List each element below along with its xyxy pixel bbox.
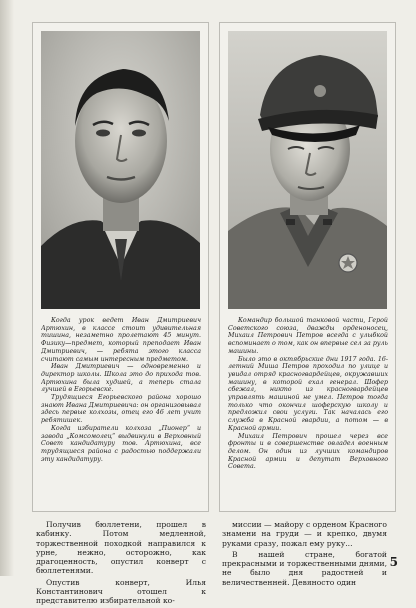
article-paragraph: Получив бюллетени, прошел в кабинку. Потом медленной, торжественной походкой направился к урне, нежно, осторожно, как драгоценность, опустил конверт с бюллетенями. (36, 520, 206, 576)
petrov-caption (228, 317, 388, 505)
artyukhin-portrait-photo (41, 31, 200, 309)
artyukhin-caption (41, 317, 201, 505)
caption-paragraph: Было это в октябрьские дни 1917 года. 16-летний Миша Петров проходил по улице и увидал отряд красногвардейцев, окружавших машину, в которой ехал генерал. Шофер сбежал, никто из красногвардейцев управлять машиной не умел. Петров тогда только что окончил шоферскую школу и предложил свои услуги. Так началась его служба в Красной гвардии, а потом — в Красной армии. (228, 355, 388, 432)
caption-paragraph: Михаил Петрович прошел через все фронты и в совершенстве овладел военным делом. Он один из лучших командиров Красной армии и депутат Верховного Совета. (228, 432, 388, 471)
right-photo-panel (219, 22, 396, 512)
page-edge-shadow (0, 0, 14, 576)
article-text-right-column (222, 520, 387, 589)
caption-paragraph: Иван Дмитриевич — одновременно и директор школы. Школа это до прихода тов. Артюхина была худшей, а теперь стала лучшей в Егорьевске. (41, 363, 201, 394)
article-text-left-column (36, 520, 206, 608)
article-paragraph: В нашей стране, богатой прекрасными и торжественными днями, не было дня радостней и величественней. Девяносто один (222, 549, 387, 587)
caption-paragraph: Командир большой танковой части, Герой Советского союза, дважды орденоносец, Михаил Петрович Петров всегда с улыбкой вспоминает о том, как он впервые сел за руль машины. (228, 317, 388, 355)
article-paragraph: Опустив конверт, Илья Константинович отошел к представителю избирательной ко- (36, 577, 206, 606)
article-paragraph: миссии — майору с орденом Красного знамени на груди — и крепко, двумя руками сразу, пожал ему руку... (222, 520, 387, 548)
caption-paragraph: Трудящиеся Егорьевского района хорошо знают Ивана Дмитриевича: он организовывал здесь первые колхозы, отец его 46 лет учит ребятишек. (41, 394, 201, 425)
left-photo-panel (32, 22, 209, 512)
caption-paragraph: Когда урок ведет Иван Дмитриевич Артюхин, в классе стоит удивительная тишина, незаметно пролетают 45 минут. Физику—предмет, который преподает Иван Дмитриевич, — ребята этого класса считают самым интересным предметом. (41, 317, 201, 363)
petrov-portrait-photo (228, 31, 387, 309)
caption-paragraph: Когда избиратели колхоза „Пионер“ и завода „Комсомолец“ выдвинули в Верховный Совет кандидатуру тов. Артюхина, все трудящиеся района с радостью поддержали эту кандидатуру. (41, 424, 201, 463)
page-number: 5 (389, 555, 398, 569)
